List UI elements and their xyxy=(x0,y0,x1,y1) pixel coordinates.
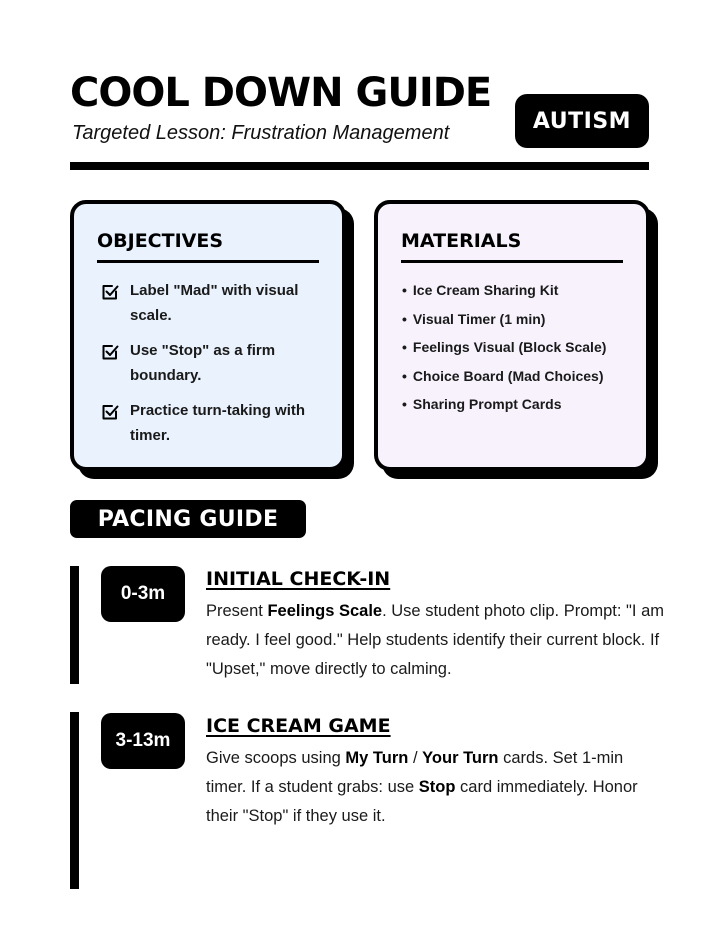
pacing-guide-heading: PACING GUIDE xyxy=(70,500,306,538)
step-description xyxy=(206,744,666,831)
step-bold-term: Stop xyxy=(418,778,456,796)
step-title: ICE CREAM GAME xyxy=(206,715,391,737)
objectives-list xyxy=(100,278,330,458)
objective-item xyxy=(100,338,330,388)
objectives-heading: OBJECTIVES xyxy=(97,230,319,263)
checkbox-icon xyxy=(100,342,120,362)
step-text: cards. Set 1-min timer. If a student grabs: use xyxy=(206,749,624,796)
page-title: COOL DOWN GUIDE xyxy=(70,70,492,116)
header-divider xyxy=(70,162,649,170)
step-title: INITIAL CHECK-IN xyxy=(206,568,391,590)
step-text: card immediately. Honor their "Stop" if they use it. xyxy=(206,778,638,825)
step-bold-term: Feelings Scale xyxy=(267,602,383,620)
step-text: . Use student photo clip. Prompt: "I am ready. I feel good." Help students identify their current block. If "Upset," move directly to calming. xyxy=(206,602,664,678)
materials-heading: MATERIALS xyxy=(401,230,623,263)
objective-item xyxy=(100,398,330,448)
objective-text: Use "Stop" as a firm boundary. xyxy=(130,342,276,384)
step-accent-bar xyxy=(70,566,79,684)
material-item: • Ice Cream Sharing Kit xyxy=(402,276,642,305)
objectives-card xyxy=(70,200,346,471)
step-bold-term: Your Turn xyxy=(422,749,499,767)
material-item: • Sharing Prompt Cards xyxy=(402,390,642,419)
material-item: • Choice Board (Mad Choices) xyxy=(402,362,642,391)
materials-card xyxy=(374,200,650,471)
step-text: Give scoops using xyxy=(206,749,346,767)
material-item: • Visual Timer (1 min) xyxy=(402,305,642,334)
step-text: Present xyxy=(206,602,268,620)
step-time-badge: 0-3m xyxy=(101,566,185,622)
step-description xyxy=(206,597,666,684)
page-subtitle: Targeted Lesson: Frustration Management xyxy=(72,122,450,144)
objective-text: Practice turn-taking with timer. xyxy=(130,402,306,444)
step-text: / xyxy=(408,749,423,767)
audience-badge: AUTISM xyxy=(515,94,649,148)
step-bold-term: My Turn xyxy=(345,749,409,767)
step-time-badge: 3-13m xyxy=(101,713,185,769)
material-item: • Feelings Visual (Block Scale) xyxy=(402,333,642,362)
materials-list xyxy=(402,276,642,419)
checkbox-icon xyxy=(100,402,120,422)
objective-text: Label "Mad" with visual scale. xyxy=(130,282,299,324)
checkbox-icon xyxy=(100,282,120,302)
step-accent-bar xyxy=(70,712,79,889)
objective-item xyxy=(100,278,330,328)
